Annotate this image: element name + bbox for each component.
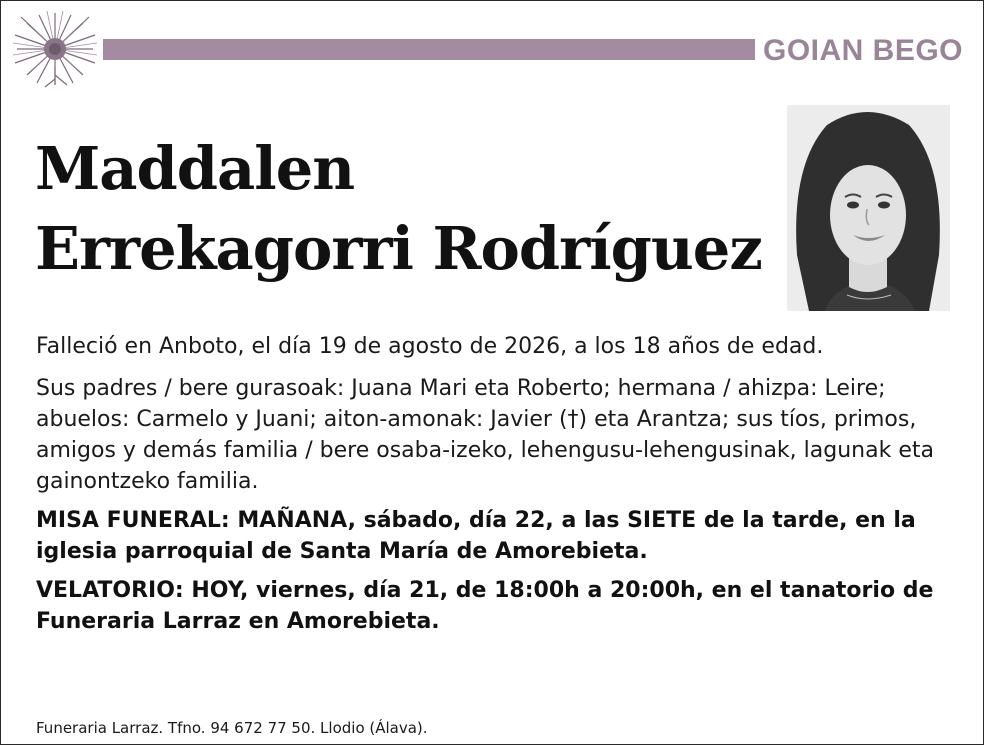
funeral-home-contact: Funeraria Larraz. Tfno. 94 672 77 50. Llodio (Álava). xyxy=(36,719,428,737)
thistle-icon xyxy=(11,9,99,91)
funeral-mass-info: MISA FUNERAL: MAÑANA, sábado, día 22, a las SIETE de la tarde, en la iglesia parroquial de Santa María de Amorebieta. xyxy=(36,508,916,564)
brand-title: GOIAN BEGO xyxy=(763,34,964,67)
family-list: Sus padres / bere gurasoak: Juana Mari eta Roberto; hermana / ahizpa: Leire; abuelos: Carmelo y Juani; aiton-amonak: Javier (†) eta Arantza; sus tíos, primos, amigos y demás familia / bere osaba-izeko, lehengusu-lehengusinak, lagunak eta gainontzeko familia. xyxy=(36,376,934,494)
portrait-photo xyxy=(787,105,950,311)
header-rule xyxy=(103,39,755,60)
notice-body xyxy=(36,331,956,645)
deceased-name xyxy=(35,129,765,289)
wake-info: VELATORIO: HOY, viernes, día 21, de 18:00h a 20:00h, en el tanatorio de Funeraria Larraz en Amorebieta. xyxy=(36,578,934,634)
name-first-line: Maddalen xyxy=(35,134,355,203)
death-announcement: Falleció en Anboto, el día 19 de agosto de 2026, a los 18 años de edad. xyxy=(36,334,824,359)
name-second-line: Errekagorri Rodríguez xyxy=(35,214,762,283)
